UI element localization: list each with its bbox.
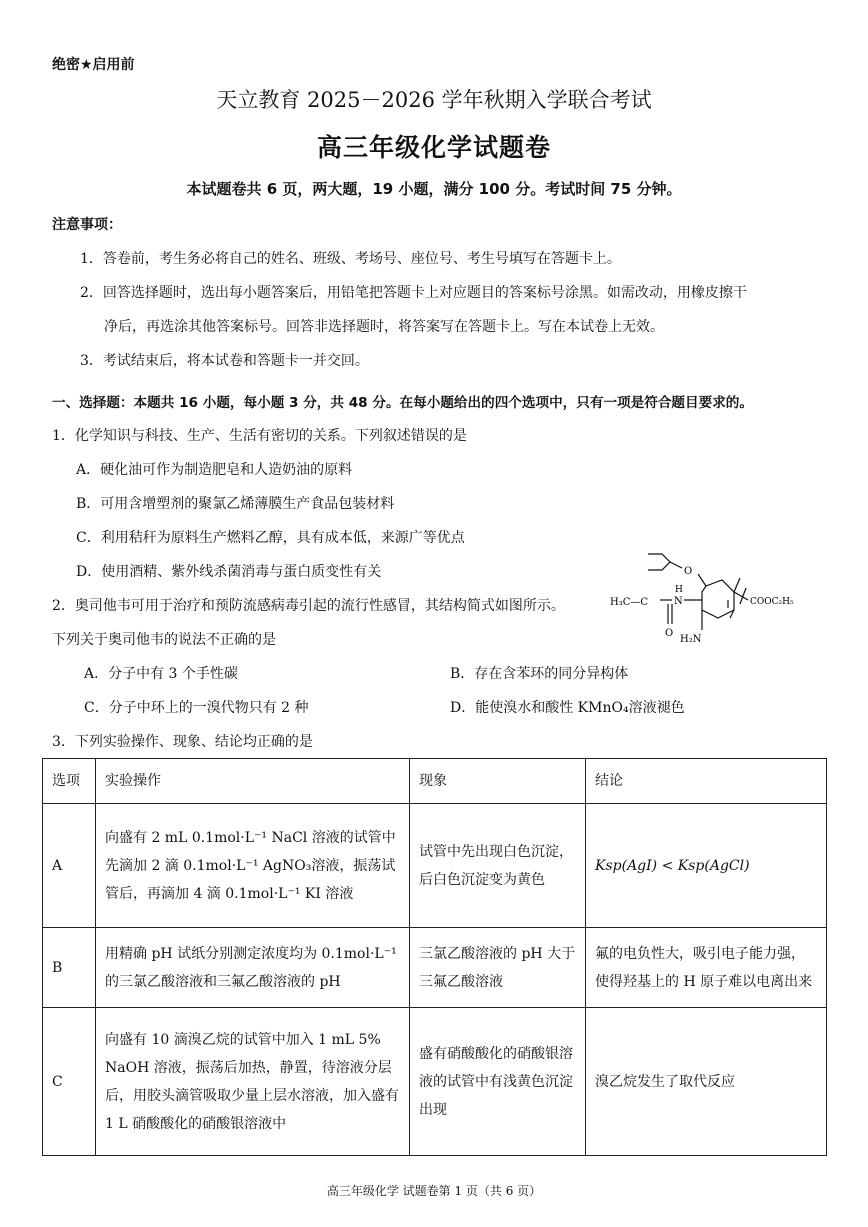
label-h: H xyxy=(675,585,683,595)
table-header-row xyxy=(43,759,827,804)
q2-option-b: B．存在含苯环的同分异构体 xyxy=(450,666,629,682)
q1-option-b: B．可用含增塑剂的聚氯乙烯薄膜生产食品包装材料 xyxy=(76,496,395,512)
molecule-bonds xyxy=(648,554,748,630)
table-row xyxy=(43,804,827,928)
row-b-conclusion: 氟的电负性大，吸引电子能力强，使得羟基上的 H 原子难以电离出来 xyxy=(586,928,827,1008)
experiment-table xyxy=(42,758,827,1156)
table-row xyxy=(43,928,827,1008)
label-h2n: H₂N xyxy=(680,634,702,645)
row-b-option: B xyxy=(43,928,96,1008)
note-item-3: 3．考试结束后，将本试卷和答题卡一并交回。 xyxy=(80,353,369,369)
note-item-2-cont: 净后，再选涂其他答案标号。回答非选择题时，将答案写在答题卡上。写在本试卷上无效。 xyxy=(104,319,664,335)
secret-mark: 绝密★启用前 xyxy=(52,57,135,73)
header-option: 选项 xyxy=(43,759,96,804)
page-footer: 高三年级化学 试题卷第 1 页（共 6 页） xyxy=(326,1184,542,1198)
row-b-operation: 用精确 pH 试纸分别测定浓度均为 0.1mol·L⁻¹ 的三氯乙酸溶液和三氟乙酸溶液的 pH xyxy=(96,928,410,1008)
row-a-operation: 向盛有 2 mL 0.1mol·L⁻¹ NaCl 溶液的试管中先滴加 2 滴 0.1mol·L⁻¹ AgNO₃溶液，振荡试管后，再滴加 4 滴 0.1mol·L⁻¹ KI 溶液 xyxy=(96,804,410,928)
header-operation: 实验操作 xyxy=(96,759,410,804)
q1-option-d: D．使用酒精、紫外线杀菌消毒与蛋白质变性有关 xyxy=(76,564,382,580)
label-cooc2h5: COOC₂H₅ xyxy=(750,597,794,607)
header-conclusion: 结论 xyxy=(586,759,827,804)
section1-heading: 一、选择题：本题共 16 小题，每小题 3 分，共 48 分。在每小题给出的四个选项中，只有一项是符合题目要求的。 xyxy=(52,395,753,411)
label-o-carbonyl: O xyxy=(665,628,674,639)
q1-stem: 1．化学知识与科技、生产、生活有密切的关系。下列叙述错误的是 xyxy=(52,428,467,444)
q2-option-c: C．分子中环上的一溴代物只有 2 种 xyxy=(84,700,309,716)
row-c-option: C xyxy=(43,1008,96,1156)
row-c-operation: 向盛有 10 滴溴乙烷的试管中加入 1 mL 5% NaOH 溶液，振荡后加热，静置，待溶液分层后，用胶头滴管吸取少量上层水溶液，加入盛有 1 L 硝酸酸化的硝酸银溶液中 xyxy=(96,1008,410,1156)
label-o-ether: O xyxy=(684,566,693,577)
header-phenomenon: 现象 xyxy=(410,759,586,804)
q3-stem: 3．下列实验操作、现象、结论均正确的是 xyxy=(52,734,313,750)
note-item-1: 1．答卷前，考生务必将自己的姓名、班级、考场号、座位号、考生号填写在答题卡上。 xyxy=(80,251,621,267)
notes-heading: 注意事项： xyxy=(52,217,122,233)
q2-stem-line1: 2．奥司他韦可用于治疗和预防流感病毒引起的流行性感冒，其结构简式如图所示。 xyxy=(52,598,565,614)
q2-stem-line2: 下列关于奥司他韦的说法不正确的是 xyxy=(52,632,276,648)
q1-option-c: C．利用秸秆为原料生产燃料乙醇，具有成本低，来源广等优点 xyxy=(76,530,465,546)
paper-title: 高三年级化学试题卷 xyxy=(316,133,551,162)
q2-option-d: D．能使溴水和酸性 KMnO₄溶液褪色 xyxy=(450,700,685,716)
table-row xyxy=(43,1008,827,1156)
row-a-conclusion: Ksp(AgI) < Ksp(AgCl) xyxy=(586,804,827,928)
note-item-2: 2．回答选择题时，选出每小题答案后，用铅笔把答题卡上对应题目的答案标号涂黑。如需改动，用橡皮擦干 xyxy=(80,285,747,301)
row-a-option: A xyxy=(43,804,96,928)
row-c-phenomenon: 盛有硝酸酸化的硝酸银溶液的试管中有浅黄色沉淀出现 xyxy=(410,1008,586,1156)
q1-option-a: A．硬化油可作为制造肥皂和人造奶油的原料 xyxy=(76,462,353,478)
label-h3c-c: H₃C—C xyxy=(610,597,649,608)
exam-title: 天立教育 2025－2026 学年秋期入学联合考试 xyxy=(216,88,652,112)
row-c-conclusion: 溴乙烷发生了取代反应 xyxy=(586,1008,827,1156)
row-a-phenomenon: 试管中先出现白色沉淀，后白色沉淀变为黄色 xyxy=(410,804,586,928)
label-n: N xyxy=(674,596,683,607)
row-b-phenomenon: 三氯乙酸溶液的 pH 大于三氟乙酸溶液 xyxy=(410,928,586,1008)
paper-summary: 本试题卷共 6 页，两大题，19 小题，满分 100 分。考试时间 75 分钟。 xyxy=(186,180,682,198)
q2-option-a: A．分子中有 3 个手性碳 xyxy=(84,666,238,682)
oseltamivir-structure xyxy=(610,548,820,648)
